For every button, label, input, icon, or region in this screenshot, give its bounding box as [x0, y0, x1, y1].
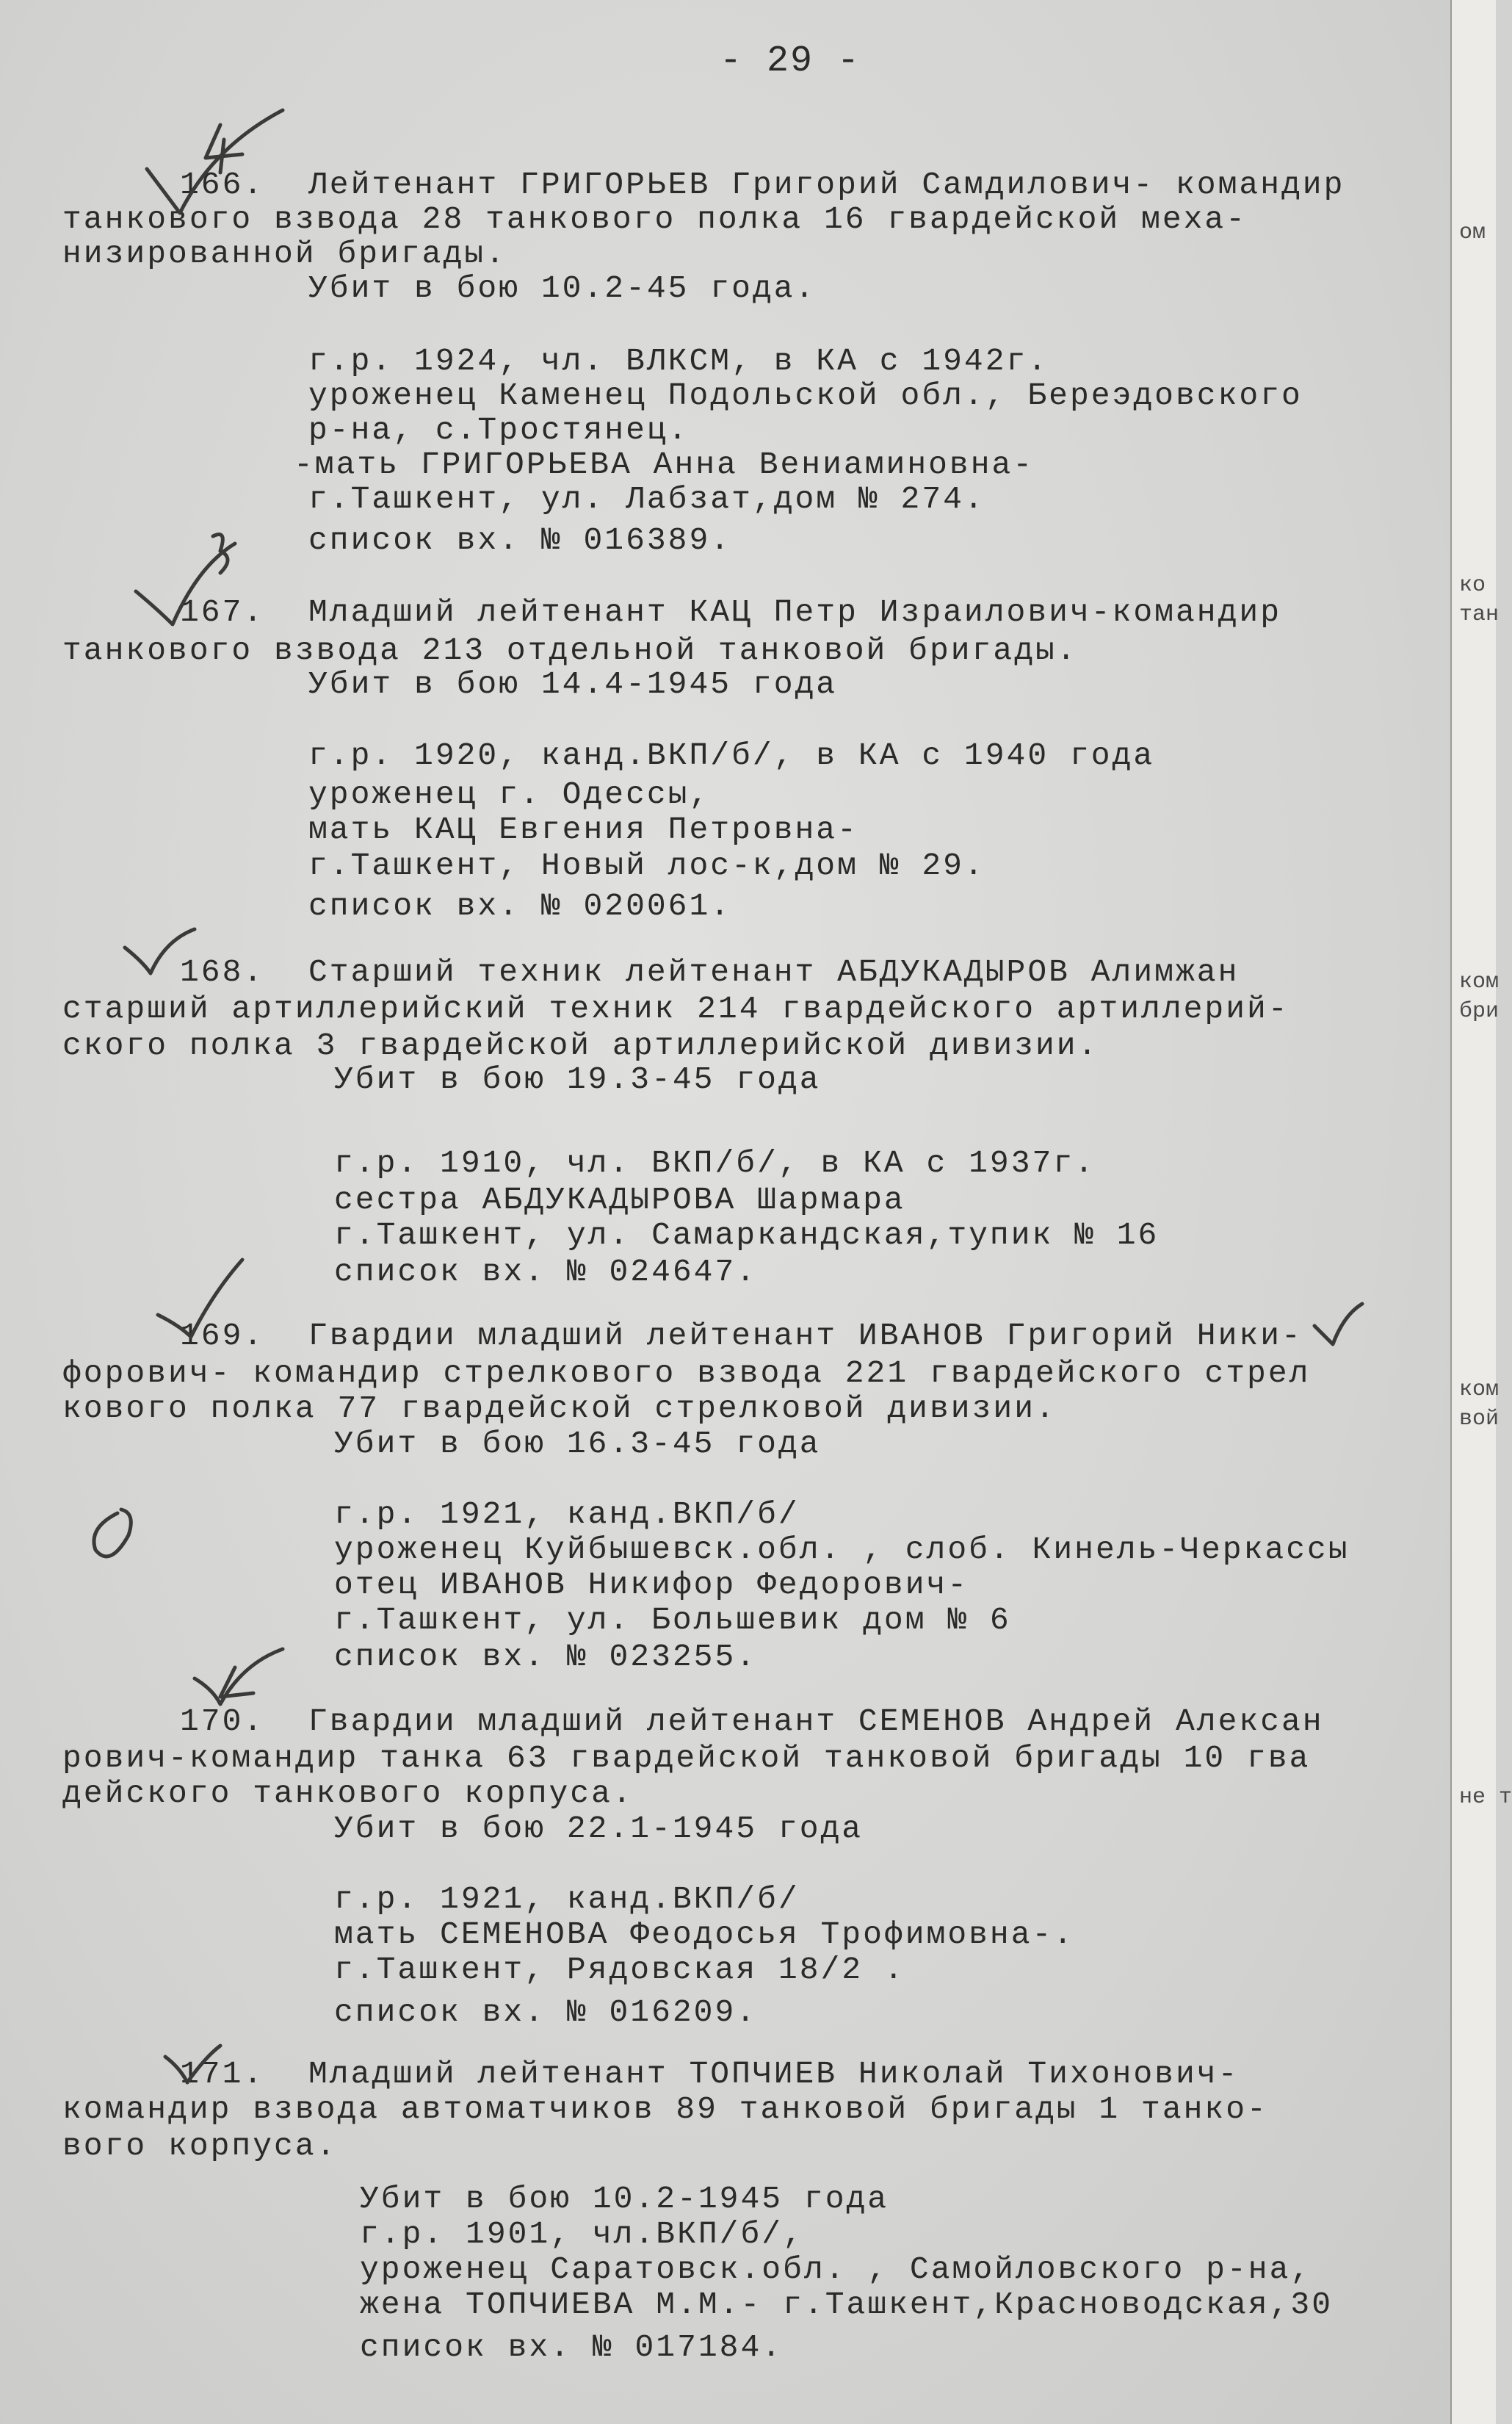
entry-166-line-6: уроженец Каменец Подольской обл., Береэдовского	[308, 378, 1303, 414]
entry-168-line-7: г.Ташкент, ул. Самаркандская,тупик № 16	[334, 1217, 1160, 1253]
adjacent-text-6: ком	[1459, 1377, 1500, 1402]
adjacent-text-7: вой	[1459, 1407, 1500, 1432]
entry-171-line-8: список вх. № 017184.	[360, 2329, 784, 2365]
entry-170-line-3: дейского танкового корпуса.	[62, 1775, 634, 1811]
entry-169-line-2: форович- командир стрелкового взвода 221 гвардейского стрел	[62, 1355, 1311, 1391]
entry-171-line-1: Младший лейтенант ТОПЧИЕВ Николай Тихонович-	[308, 2056, 1240, 2092]
entry-168-line-6: сестра АБДУКАДЫРОВА Шармара	[334, 1182, 905, 1218]
adjacent-text-4: ком	[1459, 970, 1500, 995]
entry-167-line-4: г.р. 1920, канд.ВКП/б/, в КА с 1940 года	[308, 737, 1155, 773]
entry-166-line-3: низированной бригады.	[62, 236, 507, 272]
entry-166-line-5: г.р. 1924, чл. ВЛКСМ, в КА с 1942г.	[308, 343, 1049, 379]
entry-167-number: 167.	[180, 594, 265, 630]
entry-166-line-8: -мать ГРИГОРЬЕВА Анна Вениаминовна-	[294, 447, 1035, 483]
entry-171-line-7: жена ТОПЧИЕВА М.М.- г.Ташкент,Красноводская,30	[360, 2287, 1333, 2323]
entry-169-number: 169.	[180, 1318, 265, 1354]
entry-171-line-6: уроженец Саратовск.обл. , Самойловского р-на,	[360, 2251, 1312, 2287]
check-mark-170	[195, 1649, 283, 1704]
entry-169-line-4: Убит в бою 16.3-45 года	[334, 1426, 821, 1462]
entry-168-line-8: список вх. № 024647.	[334, 1254, 758, 1290]
entry-167-line-5: уроженец г. Одессы,	[308, 776, 711, 812]
entry-170-line-7: г.Ташкент, Рядовская 18/2 .	[334, 1952, 905, 1988]
adjacent-text-2: ко	[1459, 573, 1486, 598]
entry-170-number: 170.	[180, 1703, 265, 1739]
entry-167-line-3: Убит в бою 14.4-1945 года	[308, 666, 838, 702]
entry-166-line-9: г.Ташкент, ул. Лабзат,дом № 274.	[308, 481, 985, 517]
entry-170-line-5: г.р. 1921, канд.ВКП/б/	[334, 1881, 800, 1917]
adjacent-text-3: тан	[1459, 602, 1500, 627]
entry-170-line-6: мать СЕМЕНОВА Феодосья Трофимовна-.	[334, 1916, 1075, 1952]
entry-167-line-2: танкового взвода 213 отдельной танковой бригады.	[62, 632, 1078, 668]
entry-169-line-7: отец ИВАНОВ Никифор Федорович-	[334, 1567, 969, 1603]
page-number: - 29 -	[720, 40, 861, 82]
entry-169-line-3: кового полка 77 гвардейской стрелковой дивизии.	[62, 1390, 1057, 1426]
entry-166-number: 166.	[180, 167, 265, 203]
entry-167-line-6: мать КАЦ Евгения Петровна-	[308, 812, 858, 848]
entry-166-line-2: танкового взвода 28 танкового полка 16 гвардейской меха-	[62, 201, 1248, 237]
entry-171-line-5: г.р. 1901, чл.ВКП/б/,	[360, 2216, 804, 2252]
entry-170-line-2: рович-командир танка 63 гвардейской танковой бригады 10 гва	[62, 1740, 1311, 1776]
adjacent-text-1: ом	[1459, 220, 1486, 245]
entry-168-line-5: г.р. 1910, чл. ВКП/б/, в КА с 1937г.	[334, 1145, 1096, 1181]
entry-168-line-2: старший артиллерийский техник 214 гвардейского артиллерий-	[62, 991, 1289, 1027]
entry-166-line-4: Убит в бою 10.2-45 года.	[308, 270, 817, 306]
entry-167-line-7: г.Ташкент, Новый лос-к,дом № 29.	[308, 848, 985, 884]
entry-168-line-4: Убит в бою 19.3-45 года	[334, 1061, 821, 1097]
entry-170-line-4: Убит в бою 22.1-1945 года	[334, 1811, 864, 1847]
entry-168-line-1: Старший техник лейтенант АБДУКАДЫРОВ Алимжан	[308, 954, 1240, 990]
entry-169-line-8: г.Ташкент, ул. Большевик дом № 6	[334, 1602, 1011, 1638]
entry-171-line-3: вого корпуса.	[62, 2128, 338, 2164]
entry-166-line-1: Лейтенант ГРИГОРЬЕВ Григорий Самдилович- командир	[308, 167, 1345, 203]
entry-167-line-1: Младший лейтенант КАЦ Петр Израилович-командир	[308, 594, 1281, 630]
entry-170-line-8: список вх. № 016209.	[334, 1994, 758, 2030]
entry-171-line-4: Убит в бою 10.2-1945 года	[360, 2181, 889, 2217]
adjacent-text-5: бри	[1459, 999, 1500, 1024]
check-mark-169-right	[1314, 1304, 1362, 1344]
entry-166-line-7: р-на, с.Тростянец.	[308, 412, 690, 448]
loop-mark-169	[94, 1509, 131, 1557]
entry-169-line-9: список вх. № 023255.	[334, 1639, 758, 1675]
entry-170-line-1: Гвардии младший лейтенант СЕМЕНОВ Андрей Алексан	[308, 1703, 1324, 1739]
entry-167-line-8: список вх. № 020061.	[308, 888, 732, 924]
entry-171-line-2: командир взвода автоматчиков 89 танковой бригады 1 танко-	[62, 2091, 1268, 2127]
entry-168-line-3: ского полка 3 гвардейской артиллерийской дивизии.	[62, 1028, 1099, 1064]
entry-169-line-1: Гвардии младший лейтенант ИВАНОВ Григорий Ники-	[308, 1318, 1303, 1354]
check-mark-170-numeral	[220, 1667, 253, 1697]
entry-169-line-5: г.р. 1921, канд.ВКП/б/	[334, 1496, 800, 1532]
entry-169-line-6: уроженец Куйбышевск.обл. , слоб. Кинель-Черкассы	[334, 1532, 1350, 1568]
entry-166-line-10: список вх. № 016389.	[308, 522, 732, 558]
adjacent-page-edge	[1450, 0, 1512, 2424]
check-mark-166-numeral	[206, 125, 242, 173]
entry-171-number: 171.	[180, 2056, 265, 2092]
entry-168-number: 168.	[180, 954, 265, 990]
adjacent-text-8: не т	[1459, 1785, 1512, 1810]
check-mark-167-numeral	[213, 535, 228, 574]
